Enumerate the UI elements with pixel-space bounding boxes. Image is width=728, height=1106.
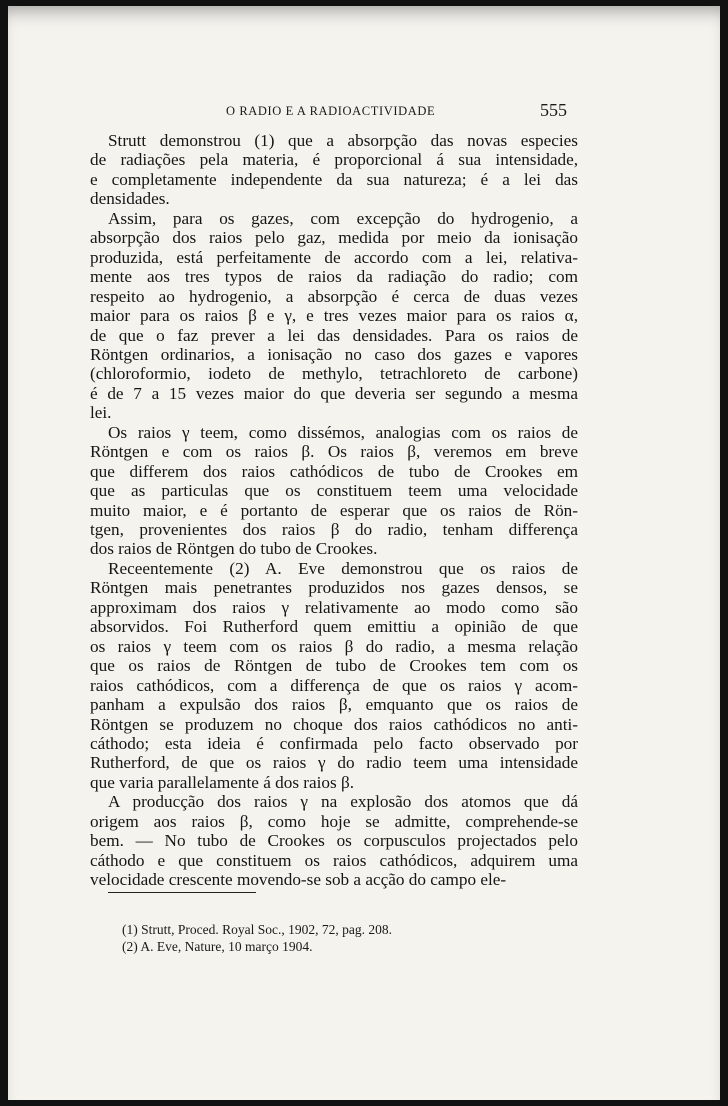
text-line: velocidade crescente movendo-se sob a acção do campo ele- <box>90 870 507 890</box>
text-line: (chloroformio, iodeto de methylo, tetrachloreto de carbone) <box>90 364 578 384</box>
text-line: dos raios de Röntgen do tubo de Crookes. <box>90 539 378 559</box>
text-line: Rutherford, de que os raios γ do radio teem uma intensidade <box>90 753 578 773</box>
text-line: que differem dos raios cathódicos de tubo de Crookes em <box>90 461 578 481</box>
text-line: cáthodo e que constituem os raios cathódicos, adquirem uma <box>90 850 578 870</box>
text-line: Röntgen e com os raios β. Os raios β, veremos em breve <box>90 442 578 462</box>
text-line: que os raios de Röntgen de tubo de Crookes tem com os <box>90 656 578 676</box>
text-line: origem aos raios β, como hoje se admitte, comprehende-se <box>90 811 578 831</box>
running-head <box>8 100 720 124</box>
text-line: muito maior, e é portanto de esperar que os raios de Rön- <box>90 500 578 520</box>
text-line: Röntgen se produzem no choque dos raios cathódicos no anti- <box>90 714 578 734</box>
text-line: Strutt demonstrou (1) que a absorpção das novas especies <box>108 131 578 150</box>
text-line: approximam dos raios γ relativamente ao modo como são <box>90 597 578 617</box>
page-number: 555 <box>540 100 567 120</box>
text-line: e completamente independente da sua natureza; é a lei das <box>90 169 578 189</box>
text-line: densidades. <box>90 189 170 209</box>
text-line: os raios γ teem com os raios β do radio, a mesma relação <box>90 636 578 656</box>
text-line: respeito ao hydrogenio, a absorpção é cerca de duas vezes <box>90 286 578 306</box>
text-line: tgen, provenientes dos raios β do radio, tenham differença <box>90 520 578 539</box>
text-line: raios cathódicos, com a differença de que os raios γ acom- <box>90 675 578 695</box>
text-line: que as particulas que os constituem teem uma velocidade <box>90 481 578 501</box>
text-line: produzida, está perfeitamente de accordo com a lei, relativa- <box>90 247 578 267</box>
text-line: Receentemente (2) A. Eve demonstrou que os raios de <box>108 558 578 578</box>
text-line: absorpção dos raios pelo gaz, medida por meio da ionisação <box>90 228 578 248</box>
book-page <box>8 6 720 1100</box>
text-line: maior para os raios β e γ, e tres vezes maior para os raios α, <box>90 306 578 326</box>
text-line: Os raios γ teem, como dissémos, analogias com os raios de <box>108 422 578 442</box>
footnote-2: (2) A. Eve, Nature, 10 março 1904. <box>122 939 313 954</box>
text-line: Assim, para os gazes, com excepção do hydrogenio, a <box>108 208 578 228</box>
text-line: de radiações pela materia, é proporcional á sua intensidade, <box>90 150 578 170</box>
text-line: bem. — No tubo de Crookes os corpusculos projectados pelo <box>90 831 578 851</box>
text-line: é de 7 a 15 vezes maior do que deveria ser segundo a mesma <box>90 383 578 403</box>
footnote-1: (1) Strutt, Proced. Royal Soc., 1902, 72, pag. 208. <box>122 922 392 937</box>
text-line: absorvidos. Foi Rutherford quem emittiu a opinião de que <box>90 617 578 637</box>
text-line: Röntgen ordinarios, a ionisação no caso dos gazes e vapores <box>90 344 578 364</box>
text-line: de que o faz prever a lei das densidades. Para os raios de <box>90 325 578 345</box>
text-line: cáthodo; esta ideia é confirmada pelo facto observado por <box>90 733 578 753</box>
footnote-separator <box>108 892 256 893</box>
text-line: lei. <box>90 403 112 423</box>
text-line: que varia parallelamente á dos raios β. <box>90 772 355 792</box>
text-line: Röntgen mais penetrantes produzidos nos gazes densos, se <box>90 578 578 598</box>
text-line: panham a expulsão dos raios β, emquanto que os raios de <box>90 695 578 715</box>
text-line: mente aos tres typos de raios da radiação do radio; com <box>90 267 578 287</box>
running-head-title: O RADIO E A RADIOACTIVIDADE <box>226 104 436 118</box>
text-line: A producção dos raios γ na explosão dos atomos que dá <box>108 792 578 812</box>
